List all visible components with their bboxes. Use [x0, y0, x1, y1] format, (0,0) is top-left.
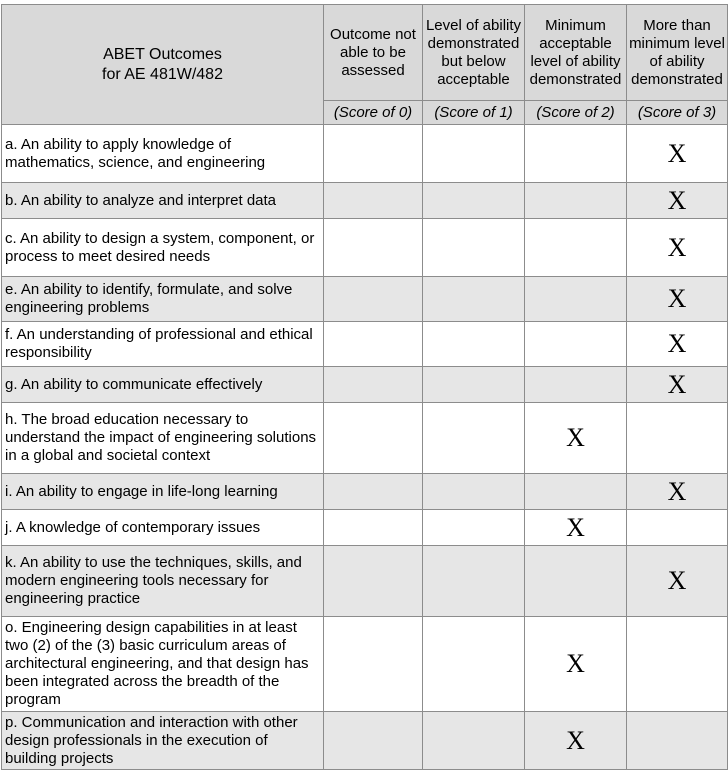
score-mark-3: X [627, 183, 728, 219]
score-cell-0 [324, 510, 423, 546]
outcome-label: h. The broad education necessary to understand the impact of engineering solutions in a global and societal context [2, 403, 324, 474]
score-cell-2 [525, 367, 627, 403]
table-row [2, 125, 728, 183]
outcome-label: b. An ability to analyze and interpret data [2, 183, 324, 219]
outcome-label: k. An ability to use the techniques, skills, and modern engineering tools necessary for engineering practice [2, 546, 324, 617]
score-cell-3 [627, 510, 728, 546]
score-cell-2 [525, 546, 627, 617]
score-mark-2: X [525, 403, 627, 474]
score-cell-3 [627, 403, 728, 474]
score-cell-2 [525, 219, 627, 277]
table-row [2, 277, 728, 322]
outcome-label: o. Engineering design capabilities in at least two (2) of the (3) basic curriculum areas of architectural engineering, and that design has been integrated across the breadth of the program [2, 617, 324, 712]
score-cell-0 [324, 219, 423, 277]
score-label-2: (Score of 2) [525, 101, 627, 125]
score-cell-2 [525, 322, 627, 367]
outcome-label: p. Communication and interaction with other design professionals in the execution of building projects [2, 712, 324, 770]
score-mark-3: X [627, 219, 728, 277]
score-mark-3: X [627, 125, 728, 183]
score-cell-1 [423, 712, 525, 770]
outcome-label: j. A knowledge of contemporary issues [2, 510, 324, 546]
score-cell-2 [525, 125, 627, 183]
score-cell-1 [423, 125, 525, 183]
score-cell-2 [525, 183, 627, 219]
table-title: ABET Outcomes for AE 481W/482 [2, 5, 324, 125]
score-label-1: (Score of 1) [423, 101, 525, 125]
score-cell-0 [324, 712, 423, 770]
score-cell-0 [324, 277, 423, 322]
table-row [2, 403, 728, 474]
score-label-3: (Score of 3) [627, 101, 728, 125]
score-mark-3: X [627, 474, 728, 510]
score-cell-1 [423, 617, 525, 712]
table-row [2, 219, 728, 277]
score-cell-0 [324, 183, 423, 219]
score-cell-1 [423, 219, 525, 277]
score-cell-0 [324, 617, 423, 712]
score-cell-2 [525, 474, 627, 510]
score-cell-1 [423, 367, 525, 403]
outcome-label: g. An ability to communicate effectively [2, 367, 324, 403]
outcomes-body [2, 125, 728, 770]
score-cell-2 [525, 277, 627, 322]
table-row [2, 322, 728, 367]
column-header-score-0: Outcome not able to be assessed [324, 5, 423, 101]
score-mark-3: X [627, 546, 728, 617]
table-row [2, 367, 728, 403]
score-mark-2: X [525, 712, 627, 770]
outcome-label: c. An ability to design a system, component, or process to meet desired needs [2, 219, 324, 277]
score-cell-3 [627, 712, 728, 770]
score-cell-0 [324, 403, 423, 474]
score-cell-0 [324, 125, 423, 183]
table-row [2, 474, 728, 510]
score-cell-1 [423, 546, 525, 617]
score-cell-1 [423, 277, 525, 322]
column-header-score-3: More than minimum level of ability demonstrated [627, 5, 728, 101]
score-label-0: (Score of 0) [324, 101, 423, 125]
column-header-score-1: Level of ability demonstrated but below acceptable [423, 5, 525, 101]
score-cell-0 [324, 367, 423, 403]
score-cell-3 [627, 617, 728, 712]
score-cell-1 [423, 183, 525, 219]
table-row [2, 617, 728, 712]
outcome-label: e. An ability to identify, formulate, and solve engineering problems [2, 277, 324, 322]
table-row [2, 546, 728, 617]
score-cell-0 [324, 546, 423, 617]
outcome-label: i. An ability to engage in life-long learning [2, 474, 324, 510]
score-mark-2: X [525, 510, 627, 546]
score-mark-3: X [627, 277, 728, 322]
abet-outcomes-table [1, 4, 728, 770]
outcome-label: f. An understanding of professional and ethical responsibility [2, 322, 324, 367]
score-cell-1 [423, 510, 525, 546]
table-row [2, 510, 728, 546]
score-cell-1 [423, 322, 525, 367]
score-cell-1 [423, 403, 525, 474]
score-mark-3: X [627, 322, 728, 367]
table-row [2, 712, 728, 770]
score-cell-1 [423, 474, 525, 510]
column-header-score-2: Minimum acceptable level of ability demonstrated [525, 5, 627, 101]
score-cell-0 [324, 322, 423, 367]
table-row [2, 183, 728, 219]
score-mark-3: X [627, 367, 728, 403]
score-mark-2: X [525, 617, 627, 712]
score-cell-0 [324, 474, 423, 510]
outcome-label: a. An ability to apply knowledge of mathematics, science, and engineering [2, 125, 324, 183]
